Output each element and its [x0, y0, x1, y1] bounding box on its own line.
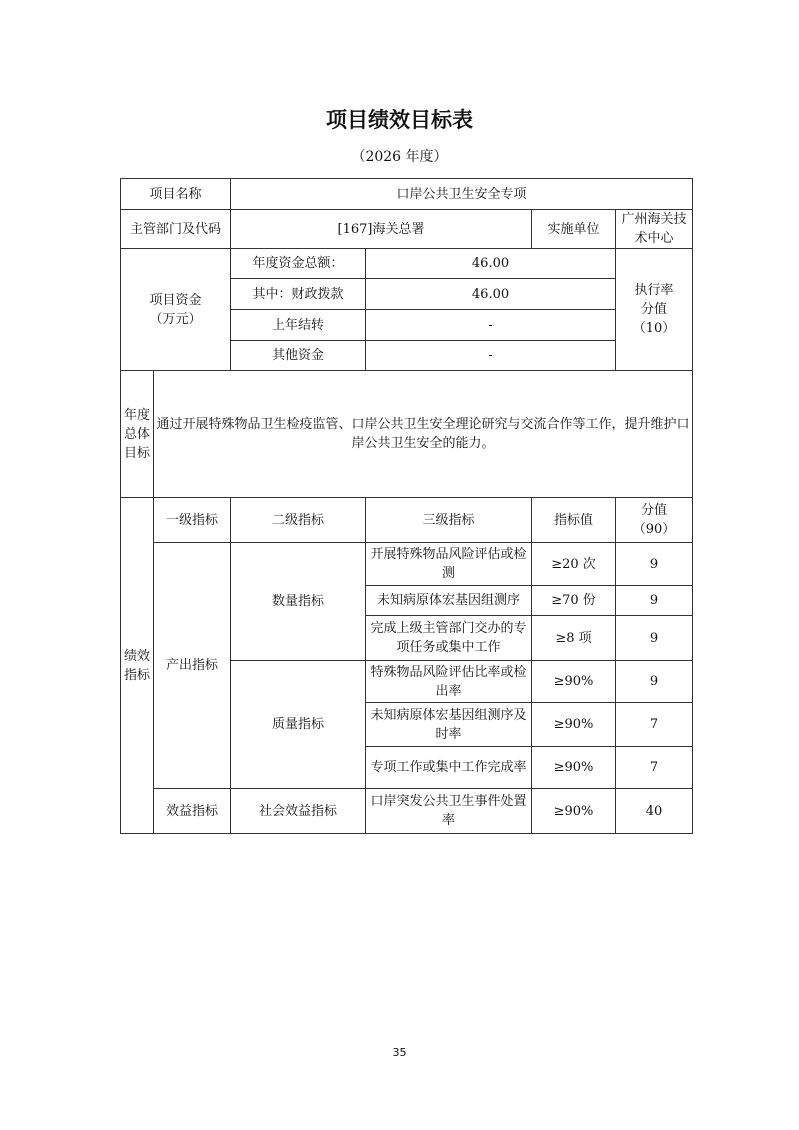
social-indicator-label: 社会效益指标 [231, 789, 366, 834]
indicator-score: 9 [616, 661, 693, 703]
indicator-value: ≥90% [532, 747, 616, 789]
page-subtitle: （2026 年度） [351, 149, 448, 165]
indicator-name: 开展特殊物品风险评估或检测 [366, 543, 532, 586]
project-name-label: 项目名称 [121, 179, 231, 210]
header-value: 指标值 [532, 498, 616, 543]
execution-score [616, 249, 693, 371]
indicator-score: 7 [616, 703, 693, 747]
other-funds-value: - [366, 341, 616, 371]
indicators-label: 绩效指标 [121, 498, 154, 834]
fiscal-funds-value: 46.00 [366, 279, 616, 310]
indicator-value: ≥90% [532, 789, 616, 834]
annual-goal-text: 通过开展特殊物品卫生检疫监管、口岸公共卫生安全理论研究与交流合作等工作，提升维护口岸公共卫生安全的能力。 [154, 371, 693, 498]
header-level2: 二级指标 [231, 498, 366, 543]
performance-table [120, 178, 693, 834]
header-level1: 一级指标 [154, 498, 231, 543]
quantity-indicator-label: 数量指标 [231, 543, 366, 661]
page-title: 项目绩效目标表 [326, 108, 473, 132]
indicator-name: 口岸突发公共卫生事件处置率 [366, 789, 532, 834]
indicator-value: ≥90% [532, 703, 616, 747]
fiscal-funds-label: 其中：财政拨款 [231, 279, 366, 310]
output-indicator-label: 产出指标 [154, 543, 231, 789]
unit-label: 实施单位 [532, 210, 616, 249]
indicator-score: 9 [616, 543, 693, 586]
benefit-indicator-label: 效益指标 [154, 789, 231, 834]
indicator-name: 未知病原体宏基因组测序及时率 [366, 703, 532, 747]
unit-value: 广州海关技术中心 [616, 210, 693, 249]
total-funds-value: 46.00 [366, 249, 616, 279]
indicator-value: ≥8 项 [532, 616, 616, 661]
project-name-value: 口岸公共卫生安全专项 [231, 179, 693, 210]
dept-value: [167]海关总署 [231, 210, 532, 249]
indicator-score: 40 [616, 789, 693, 834]
indicator-name: 未知病原体宏基因组测序 [366, 586, 532, 616]
indicator-score: 9 [616, 586, 693, 616]
other-funds-label: 其他资金 [231, 341, 366, 371]
carryover-label: 上年结转 [231, 310, 366, 341]
carryover-value: - [366, 310, 616, 341]
annual-goal-label: 年度总体目标 [121, 371, 154, 498]
page-number: 35 [392, 1046, 407, 1059]
header-score-line1: 分值 [641, 503, 668, 518]
header-score-line2: （90） [632, 522, 676, 537]
indicator-name: 专项工作或集中工作完成率 [366, 747, 532, 789]
indicator-value: ≥90% [532, 661, 616, 703]
indicator-score: 9 [616, 616, 693, 661]
funds-label-line2: （万元） [149, 311, 202, 327]
header-level3: 三级指标 [366, 498, 532, 543]
execution-score-line2: 分值 [641, 302, 668, 317]
dept-label: 主管部门及代码 [121, 210, 231, 249]
header-score [616, 498, 693, 543]
indicator-name: 特殊物品风险评估比率或检出率 [366, 661, 532, 703]
total-funds-label: 年度资金总额： [231, 249, 366, 279]
quality-indicator-label: 质量指标 [231, 661, 366, 789]
indicator-name: 完成上级主管部门交办的专项任务或集中工作 [366, 616, 532, 661]
execution-score-line1: 执行率 [634, 283, 674, 298]
funds-label [121, 249, 231, 371]
funds-label-line1: 项目资金 [149, 292, 202, 308]
indicator-value: ≥20 次 [532, 543, 616, 586]
execution-score-line3: （10） [632, 321, 676, 336]
indicator-value: ≥70 份 [532, 586, 616, 616]
indicator-score: 7 [616, 747, 693, 789]
